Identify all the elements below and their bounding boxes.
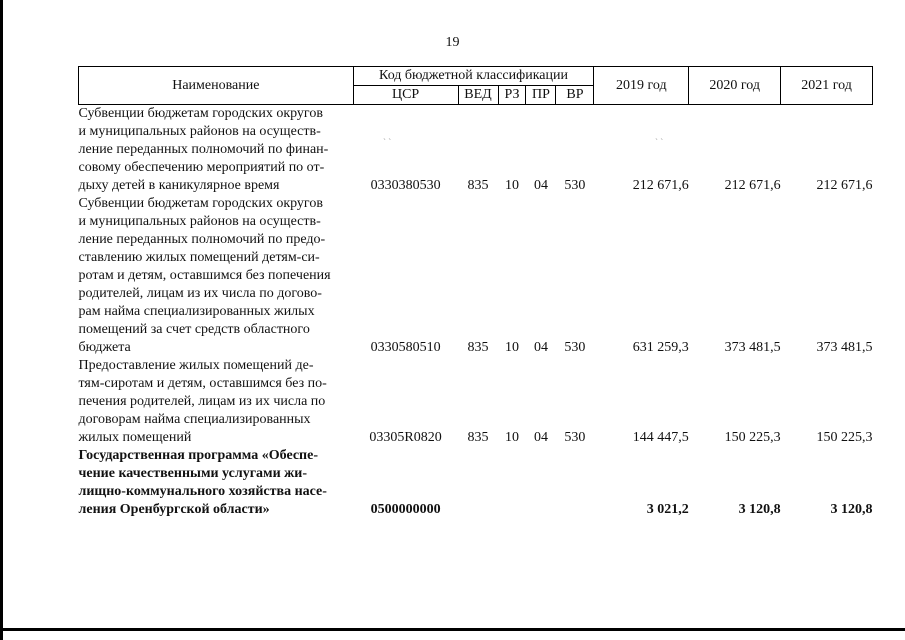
cell-vr: 530	[564, 340, 586, 355]
cell-csr: 0500000000	[370, 502, 441, 517]
cell-csr: 0330380530	[370, 178, 441, 193]
name-line: бюджета	[78, 340, 131, 355]
cell-ved	[458, 447, 498, 519]
cell-2020: 373 481,5	[724, 340, 781, 355]
cell-vr: 530	[564, 178, 586, 193]
cell-pr: 04	[533, 430, 548, 445]
cell-2019: 212 671,6	[632, 178, 689, 193]
name-line: тям-сиротам и детям, оставшимся без по-	[78, 376, 327, 391]
name-line: Государственная программа «Обеспе-	[78, 448, 318, 463]
page-frame-bottom	[0, 628, 905, 631]
cell-2020: 212 671,6	[724, 178, 781, 193]
name-line: чение качественными услугами жи-	[78, 466, 308, 481]
name-line: совому обеспечению мероприятий по от-	[78, 160, 325, 175]
name-line: Субвенции бюджетам городских округов	[78, 106, 323, 121]
header-2019: 2019 год	[594, 67, 689, 105]
cell-2021: 373 481,5	[816, 340, 873, 355]
cell-rz: 10	[505, 178, 519, 193]
cell-pr: 04	[533, 340, 548, 355]
table-header	[79, 67, 873, 105]
cell-2021: 3 120,8	[830, 502, 873, 517]
name-line: Субвенции бюджетам городских округов	[78, 196, 323, 211]
page-frame-left	[0, 0, 3, 640]
name-line: договорам найма специализированных	[78, 412, 311, 427]
header-csr: ЦСР	[353, 86, 458, 105]
page-number: 19	[445, 35, 460, 50]
cell-pr	[526, 447, 556, 519]
name-line: Предоставление жилых помещений де-	[78, 358, 314, 373]
header-rz: РЗ	[498, 86, 526, 105]
row-name	[79, 195, 354, 357]
name-line: помещений за счет средств областного	[78, 322, 310, 337]
name-line: печения родителей, лицам из их числа по	[78, 394, 326, 409]
name-line: родителей, лицам из их числа по догово-	[78, 286, 322, 301]
scan-speck: ˎ ˏ	[655, 130, 664, 140]
cell-2019: 144 447,5	[632, 430, 689, 445]
cell-ved: 835	[467, 340, 489, 355]
header-code-group: Код бюджетной классификации	[353, 67, 594, 86]
table-row	[79, 447, 873, 519]
name-line: лищно-коммунального хозяйства насе-	[78, 484, 327, 499]
row-name	[79, 447, 354, 519]
header-2021: 2021 год	[781, 67, 873, 105]
name-line: рам найма специализированных жилых	[78, 304, 315, 319]
name-line: ление переданных полномочий по финан-	[78, 142, 329, 157]
header-2020: 2020 год	[689, 67, 781, 105]
cell-csr: 0330580510	[370, 340, 441, 355]
cell-2021: 212 671,6	[816, 178, 873, 193]
name-line: ротам и детям, оставшимся без попечения	[78, 268, 331, 283]
header-pr: ПР	[526, 86, 556, 105]
cell-pr: 04	[533, 178, 548, 193]
scan-speck: ˎ ˏ	[383, 130, 392, 140]
cell-2019: 631 259,3	[632, 340, 689, 355]
header-vr: ВР	[556, 86, 594, 105]
cell-2021: 150 225,3	[816, 430, 873, 445]
row-name	[79, 357, 354, 447]
cell-ved: 835	[467, 430, 489, 445]
cell-csr: 03305R0820	[369, 430, 442, 445]
name-line: ления Оренбургской области»	[78, 502, 270, 517]
cell-vr	[556, 447, 594, 519]
header-name: Наименование	[79, 67, 354, 105]
table-row	[79, 357, 873, 447]
budget-table	[78, 66, 873, 519]
cell-rz	[498, 447, 526, 519]
header-ved: ВЕД	[458, 86, 498, 105]
cell-2020: 150 225,3	[724, 430, 781, 445]
cell-rz: 10	[505, 340, 519, 355]
cell-2019: 3 021,2	[646, 502, 689, 517]
name-line: ставлению жилых помещений детям-си-	[78, 250, 320, 265]
name-line: и муниципальных районов на осуществ-	[78, 214, 321, 229]
row-name	[79, 105, 354, 196]
cell-rz: 10	[505, 430, 519, 445]
name-line: жилых помещений	[78, 430, 192, 445]
name-line: и муниципальных районов на осуществ-	[78, 124, 321, 139]
name-line: ление переданных полномочий по предо-	[78, 232, 326, 247]
name-line: дыху детей в каникулярное время	[78, 178, 280, 193]
cell-vr: 530	[564, 430, 586, 445]
table-row	[79, 105, 873, 196]
cell-2020: 3 120,8	[738, 502, 781, 517]
cell-ved: 835	[467, 178, 489, 193]
table-row	[79, 195, 873, 357]
